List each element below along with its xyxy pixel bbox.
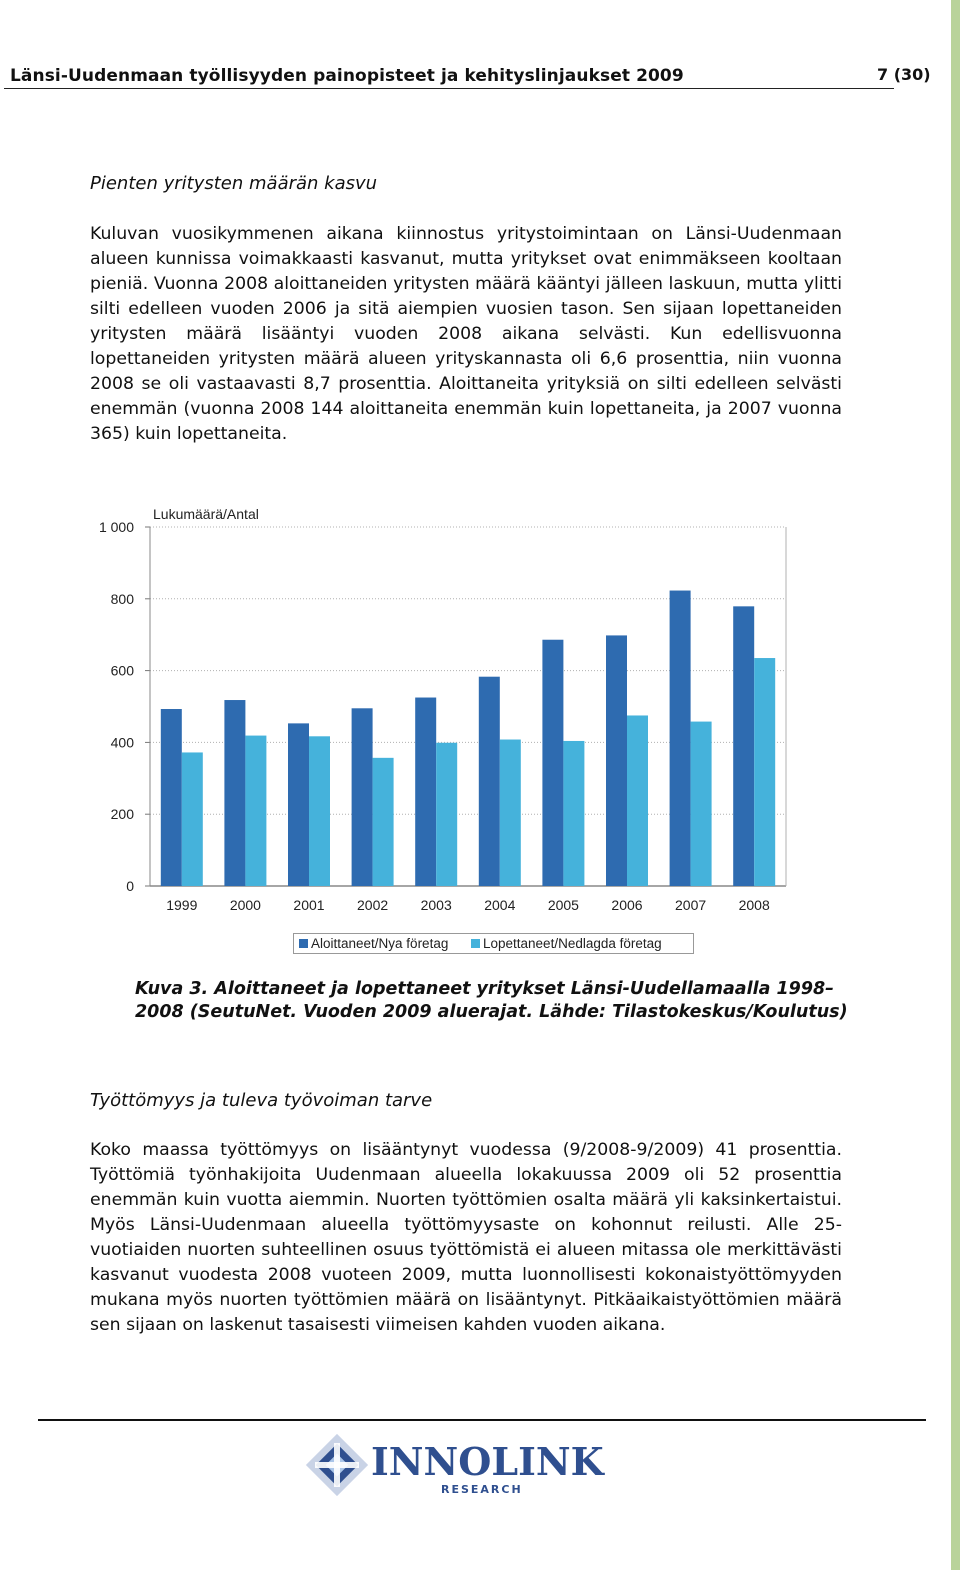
- bar: [288, 723, 309, 886]
- legend-label-closed: Lopettaneet/Nedlagda företag: [483, 936, 662, 951]
- x-tick-label: 2004: [484, 897, 516, 913]
- y-tick-label: 0: [126, 878, 134, 894]
- section-heading-small-companies: Pienten yritysten määrän kasvu: [90, 173, 378, 194]
- bar: [224, 700, 245, 886]
- bar: [352, 708, 373, 886]
- running-header-title: Länsi-Uudenmaan työllisyyden painopisteet ja kehityslinjaukset 2009: [10, 66, 684, 86]
- innolink-logo: [305, 1432, 605, 1498]
- x-tick-label: 2001: [293, 897, 325, 913]
- bar: [542, 640, 563, 886]
- chart-legend: [293, 933, 694, 954]
- section-paragraph-small-companies: Kuluvan vuosikymmenen aikana kiinnostus yritystoimintaan on Länsi-Uudenmaan alueen kunnissa voimakkaasti kasvanut, mutta yritykset ovat enimmäkseen kooltaan pieniä. Vuonna 2008 aloittaneiden yritysten määrä kääntyi jälleen laskuun, mutta ylitti silti edelleen vuoden 2006 ja sitä aiempien vuosien tason. Sen sijaan lopettaneiden yritysten määrä lisääntyi vuoden 2008 aikana selvästi. Kun edellisvuonna lopettaneiden yritysten määrä alueen yrityskannasta oli 6,6 prosenttia, niin vuonna 2008 se oli vastaavasti 8,7 prosenttia. Aloittaneita yrityksiä on silti edelleen selvästi enemmän (vuonna 2008 144 aloittaneita enemmän kuin lopettaneita, ja 2007 vuonna 365) kuin lopettaneita.: [90, 224, 842, 444]
- bar: [754, 658, 775, 886]
- x-tick-label: 2005: [547, 897, 579, 913]
- bar: [373, 758, 394, 886]
- bar: [245, 736, 266, 886]
- bar: [733, 606, 754, 886]
- bar: [627, 715, 648, 886]
- x-tick-label: 1999: [166, 897, 198, 913]
- legend-swatch-started: [299, 939, 308, 948]
- bar: [436, 743, 457, 886]
- x-tick-label: 2003: [420, 897, 452, 913]
- x-tick-label: 2006: [611, 897, 643, 913]
- y-axis-label: Lukumäärä/Antal: [153, 506, 259, 522]
- x-tick-label: 2002: [357, 897, 389, 913]
- legend-swatch-closed: [471, 939, 480, 948]
- bar: [309, 736, 330, 886]
- logo-wordmark: INNOLINK: [371, 1439, 604, 1484]
- section-heading-unemployment: Työttömyys ja tuleva työvoiman tarve: [90, 1090, 433, 1111]
- y-tick-label: 200: [110, 806, 134, 823]
- x-tick-label: 2000: [229, 897, 261, 913]
- bar: [670, 591, 691, 886]
- footer-divider: [38, 1419, 926, 1421]
- bar: [415, 698, 436, 886]
- bar: [182, 752, 203, 886]
- bar: [479, 677, 500, 886]
- bar: [606, 635, 627, 886]
- x-tick-label: 2007: [675, 897, 707, 913]
- y-tick-label: 400: [110, 734, 134, 751]
- y-tick-label: 600: [110, 662, 134, 679]
- legend-label-started: Aloittaneet/Nya företag: [311, 936, 449, 951]
- y-tick-label: 800: [110, 590, 134, 607]
- logo-subtitle: RESEARCH: [441, 1483, 523, 1496]
- bar: [563, 741, 584, 886]
- legend-item-closed: [471, 936, 662, 951]
- logo-emblem-icon: [306, 1434, 368, 1496]
- bar: [500, 740, 521, 886]
- bar: [161, 709, 182, 886]
- bar: [691, 722, 712, 886]
- page-number: 7 (30): [877, 65, 931, 84]
- section-paragraph-unemployment: Koko maassa työttömyys on lisääntynyt vuodessa (9/2008-9/2009) 41 prosenttia. Työttömiä työnhakijoita Uudenmaan alueella lokakuussa 2009 oli 52 prosenttia enemmän kuin vuotta aiemmin. Nuorten työttömien osalta määrä yli kaksinkertaistui. Myös Länsi-Uudenmaan alueella työttömyysaste on kohonnut reilusti. Alle 25-vuotiaiden nuorten suhteellinen osuus työttömistä ei alueen mitassa ole merkittävästi kasvanut vuodesta 2008 vuoteen 2009, mutta luonnollisesti kokonaistyöttömyyden mukana myös nuorten työttömien määrä on lisääntynyt. Pitkäaikaistyöttömien määrä sen sijaan on laskenut tasaisesti viimeisen kahden vuoden aikana.: [90, 1140, 842, 1335]
- y-tick-label: 1 000: [98, 519, 134, 535]
- legend-item-started: [299, 936, 448, 951]
- x-tick-label: 2008: [738, 897, 770, 913]
- figure-caption: Kuva 3. Aloittaneet ja lopettaneet yritykset Länsi-Uudellamaalla 1998–2008 (SeutuNet. Vuoden 2009 aluerajat. Lähde: Tilastokeskus/Koulutus): [135, 979, 848, 1022]
